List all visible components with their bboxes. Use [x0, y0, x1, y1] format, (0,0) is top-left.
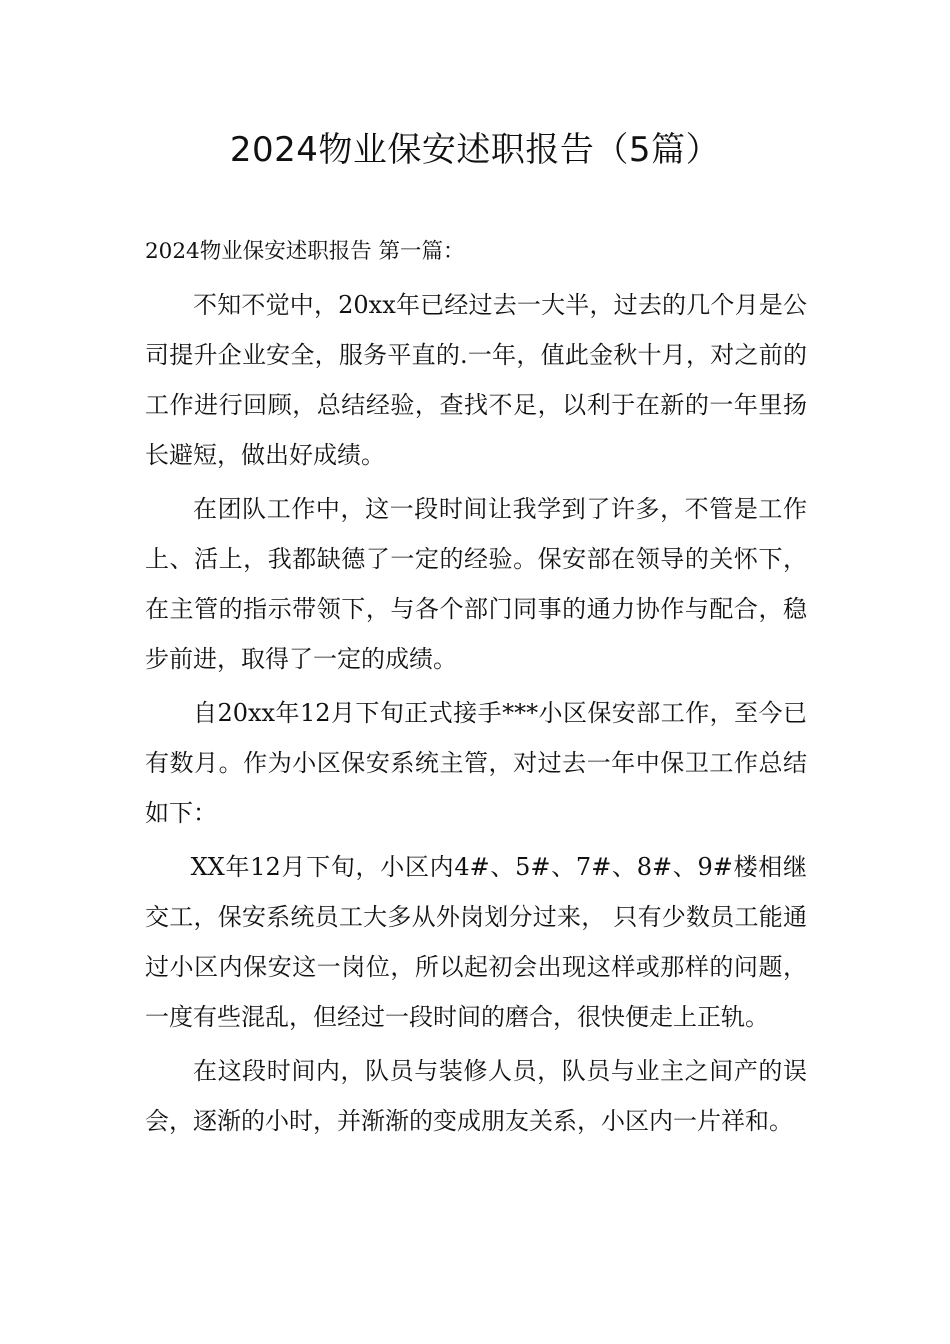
- document-body: [145, 228, 807, 1150]
- paragraph-2: 在团队工作中，这一段时间让我学到了许多，不管是工作上、活上，我都缺德了一定的经验。保安部在领导的关怀下，在主管的指示带领下，与各个部门同事的通力协作与配合，稳步前进，取得了一定的成绩。: [145, 495, 807, 673]
- paragraph-4: XX年12月下旬，小区内4#、5#、7#、8#、9#楼相继交工，保安系统员工大多从外岗划分过来， 只有少数员工能通过小区内保安这一岗位，所以起初会出现这样或那样的问题，一度有些混乱，但经过一段时间的磨合，很快便走上正轨。: [145, 853, 807, 1031]
- paragraph-3: 自20xx年12月下旬正式接手***小区保安部工作，至今已有数月。作为小区保安系统主管，对过去一年中保卫工作总结如下：: [145, 699, 807, 827]
- section-heading: 2024物业保安述职报告 第一篇：: [145, 239, 465, 264]
- paragraph-5: 在这段时间内，队员与装修人员，队员与业主之间产的误会，逐渐的小时，并渐渐的变成朋友关系，小区内一片祥和。: [145, 1057, 807, 1135]
- document-title: 2024物业保安述职报告（5篇）: [229, 130, 721, 170]
- paragraph-1: 不知不觉中，20xx年已经过去一大半，过去的几个月是公司提升企业安全，服务平直的.一年，值此金秋十月，对之前的工作进行回顾，总结经验，查找不足，以利于在新的一年里扬长避短，做出好成绩。: [145, 291, 807, 469]
